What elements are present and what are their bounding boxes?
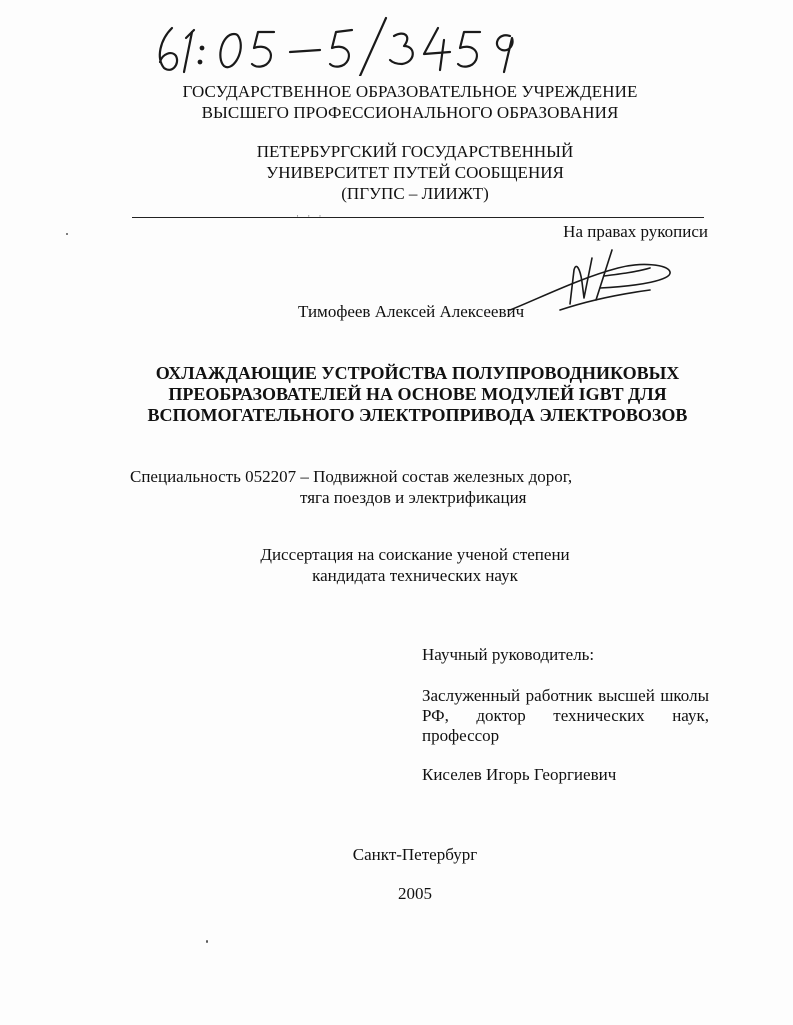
advisor-name: Киселев Игорь Георгиевич — [422, 765, 617, 784]
institution-line-1: ГОСУДАРСТВЕННОЕ ОБРАЗОВАТЕЛЬНОЕ УЧРЕЖДЕНИЕ — [182, 82, 638, 101]
year: 2005 — [398, 884, 432, 903]
scan-speck — [206, 940, 208, 943]
university-line-3: (ПГУПС – ЛИИЖТ) — [341, 184, 489, 203]
university-name — [180, 141, 650, 204]
specialty-block — [130, 466, 690, 508]
specialty-line-1: Специальность 052207 – Подвижной состав железных дорог, — [130, 467, 573, 486]
university-line-1: ПЕТЕРБУРГСКИЙ ГОСУДАРСТВЕННЫЙ — [256, 142, 574, 161]
dissertation-title — [110, 363, 725, 426]
university-line-2: УНИВЕРСИТЕТ ПУТЕЙ СООБЩЕНИЯ — [266, 163, 564, 182]
title-line-2: ПРЕОБРАЗОВАТЕЛЕЙ НА ОСНОВЕ МОДУЛЕЙ IGBT ДЛЯ — [168, 384, 667, 404]
advisor-title: Заслуженный работник высшей школы РФ, доктор технических наук, профессор — [422, 686, 709, 745]
institution-name — [120, 81, 700, 123]
handwritten-signature — [500, 238, 680, 318]
title-line-3: ВСПОМОГАТЕЛЬНОГО ЭЛЕКТРОПРИВОДА ЭЛЕКТРОВОЗОВ — [147, 405, 688, 425]
advisor-label: Научный руководитель: — [422, 645, 595, 664]
handwritten-number-drawing — [150, 14, 530, 76]
institution-line-2: ВЫСШЕГО ПРОФЕССИОНАЛЬНОГО ОБРАЗОВАНИЯ — [201, 103, 619, 122]
city: Санкт-Петербург — [352, 845, 478, 864]
specialty-line-2: тяга поездов и электрификация — [300, 488, 527, 507]
title-line-1: ОХЛАЖДАЮЩИЕ УСТРОЙСТВА ПОЛУПРОВОДНИКОВЫХ — [155, 363, 680, 383]
degree-line-2: кандидата технических наук — [312, 566, 518, 585]
degree-line-1: Диссертация на соискание ученой степени — [260, 545, 570, 564]
author-name: Тимофеев Алексей Алексеевич — [298, 302, 525, 321]
signature-drawing — [500, 238, 680, 318]
degree-statement — [200, 544, 630, 586]
header-divider — [132, 217, 704, 218]
manuscript-note: На правах рукописи — [563, 222, 708, 241]
scan-speck — [66, 233, 68, 235]
scan-dots-decoration: · · · — [296, 211, 325, 221]
handwritten-archive-number — [150, 14, 530, 76]
